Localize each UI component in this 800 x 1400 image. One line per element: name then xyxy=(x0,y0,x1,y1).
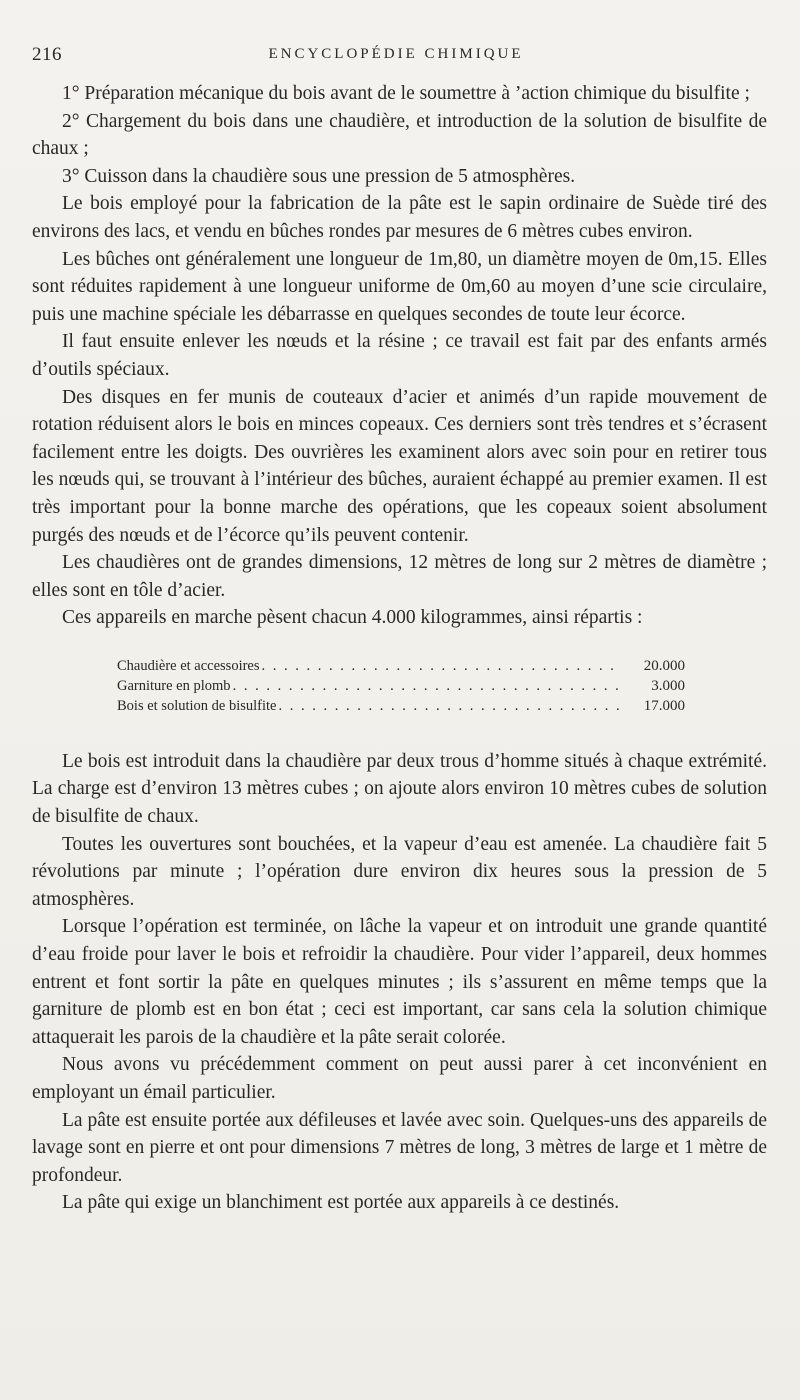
paragraph-loading: Le bois est introduit dans la chaudière par deux trous d’homme situés à chaque extrémité. La charge est d’environ 13 mètres cubes ; on ajoute alors environ 10 mètres cubes de solution de bisulfite de chaux. xyxy=(32,750,767,828)
weights-table xyxy=(32,656,767,716)
table-row xyxy=(117,676,685,696)
paragraph-boilers: Les chaudières ont de grandes dimensions, 12 mètres de long sur 2 mètres de diamètre ; elles sont en tôle d’acier. xyxy=(32,552,767,601)
page-body xyxy=(32,80,767,1217)
table-row-label: Bois et solution de bisulfite xyxy=(117,697,277,714)
dot-leader xyxy=(233,676,621,696)
table-row-label: Garniture en plomb xyxy=(117,677,231,694)
paragraph-step-3: 3° Cuisson dans la chaudière sous une pression de 5 atmosphères. xyxy=(62,165,576,187)
paragraph-washing: La pâte est ensuite portée aux défileuses et lavée avec soin. Quelques-uns des appareils de lavage sont en pierre et ont pour dimensions 7 mètres de long, 3 mètres de large et 1 mètre de profondeur. xyxy=(32,1109,767,1186)
dot-leader xyxy=(262,656,621,676)
running-head: ENCYCLOPÉDIE CHIMIQUE xyxy=(268,46,524,62)
table-row xyxy=(117,696,685,716)
table-row xyxy=(117,656,685,676)
table-row-value: 17.000 xyxy=(643,697,685,714)
paragraph-chips: Des disques en fer munis de couteaux d’acier et animés d’un rapide mouvement de rotation réduisent alors le bois en minces copeaux. Ces derniers sont très tendres et s’écrasent facilement entre les doigts. Des ouvrières les examinent alors avec soin pour en retirer tous les nœuds qui, se trouvant à l’intérieur des bûches, auraient échappé au premier examen. Il est très important pour la bonne marche des opérations, que les copeaux soient absolument purgés des nœuds et de l’écorce qu’ils peuvent contenir. xyxy=(32,386,767,546)
page-number: 216 xyxy=(32,44,62,65)
paragraph-wood-type: Le bois employé pour la fabrication de la pâte est le sapin ordinaire de Suède tiré des environs des lacs, et vendu en bûches rondes par mesures de 6 mètres cubes environ. xyxy=(32,193,767,242)
table-row-value: 20.000 xyxy=(643,657,685,674)
paragraph-knots: Il faut ensuite enlever les nœuds et la résine ; ce travail est fait par des enfants armés d’outils spéciaux. xyxy=(32,331,767,380)
dot-leader xyxy=(279,696,622,716)
paragraph-weight-intro: Ces appareils en marche pèsent chacun 4.000 kilogrammes, ainsi répartis : xyxy=(62,607,643,629)
paragraph-step-1: 1° Préparation mécanique du bois avant de le soumettre à ’action chimique du bisulfite ; xyxy=(62,83,750,104)
table-row-value: 3.000 xyxy=(651,677,685,694)
page-header xyxy=(32,44,760,68)
paragraph-bleaching: La pâte qui exige un blanchiment est portée aux appareils à ce destinés. xyxy=(62,1192,620,1214)
table-row-label: Chaudière et accessoires xyxy=(117,657,260,674)
paragraph-steam: Toutes les ouvertures sont bouchées, et la vapeur d’eau est amenée. La chaudière fait 5 révolutions par minute ; l’opération dure environ dix heures sous la pression de 5 atmosphères. xyxy=(32,833,767,910)
paragraph-emptying: Lorsque l’opération est terminée, on lâche la vapeur et on introduit une grande quantité d’eau froide pour laver le bois et refroidir la chaudière. Pour vider l’appareil, deux hommes entrent et font sortir la pâte en quelques minutes ; ils s’assurent en même temps que la garniture de plomb est en bon état ; ceci est important, car sans cela la solution chimique attaquerait les parois de la chaudière et la pâte serait colorée. xyxy=(32,916,767,1048)
paragraph-enamel: Nous avons vu précédemment comment on peut aussi parer à cet inconvénient en employant un émail particulier. xyxy=(32,1054,767,1103)
paragraph-step-2: 2° Chargement du bois dans une chaudière, et introduction de la solution de bisulfite de chaux ; xyxy=(32,110,767,160)
paragraph-logs: Les bûches ont généralement une longueur de 1m,80, un diamètre moyen de 0m,15. Elles sont réduites rapidement à une longueur uniforme de 0m,60 au moyen d’une scie circulaire, puis une machine spéciale les débarrasse en quelques secondes de toute leur écorce. xyxy=(32,248,767,325)
